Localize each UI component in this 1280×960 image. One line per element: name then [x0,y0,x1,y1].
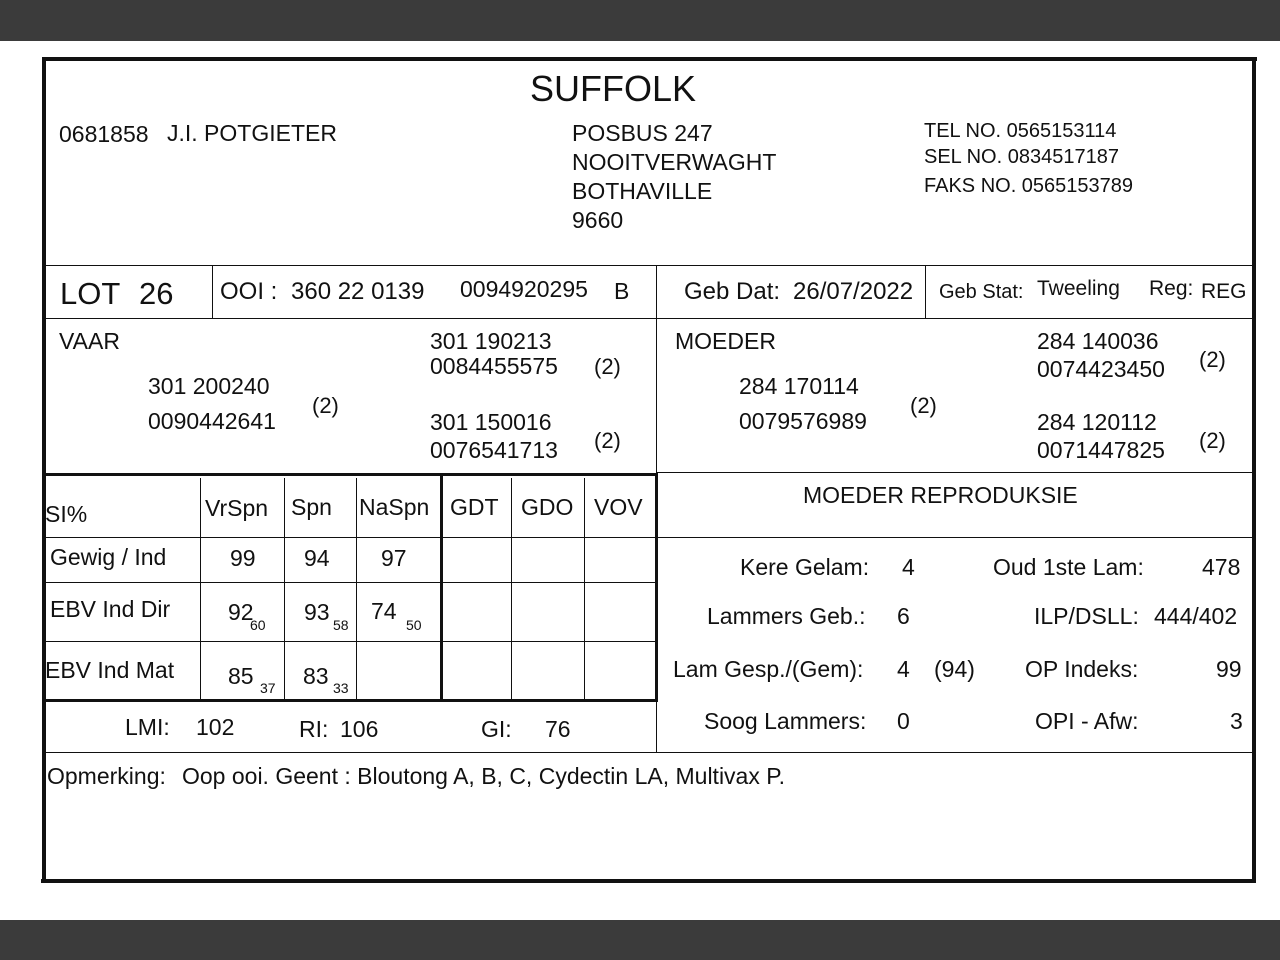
sire-granddam-count: (2) [594,428,621,453]
ilp-dsll-value: 444/402 [1154,603,1238,629]
sire-reg-no: 0090442641 [148,408,276,434]
rule-header [44,265,1254,266]
lot-label: LOT [60,276,121,311]
oud-1ste-lam-label: Oud 1ste Lam: [993,554,1144,580]
soog-lammers-value: 0 [897,708,910,734]
dam-count: (2) [910,393,937,418]
remark-text: Oop ooi. Geent : Bloutong A, B, C, Cydectin LA, Multivax P. [182,763,786,789]
kere-gelam-value: 4 [902,554,915,580]
op-indeks-label: OP Indeks: [1025,656,1139,682]
si-cell-spn-accuracy: 58 [333,617,349,633]
frame-right [1252,57,1256,883]
sire-grandsire-reg-no: 0084455575 [430,353,558,379]
dam-granddam-reg-no: 0071447825 [1037,437,1165,463]
gi-value: 76 [545,716,571,742]
address-line-2: NOOITVERWAGHT [572,149,777,175]
ooi-grade: B [614,278,630,304]
si-cell-vrspn: 92 [228,599,254,625]
opi-afw-label: OPI - Afw: [1035,708,1139,734]
sire-grandsire-id: 301 190213 [430,328,552,354]
vline-si-right [655,473,658,702]
rule-lot [44,318,1254,319]
dam-grandsire-id: 284 140036 [1037,328,1159,354]
vline-si-gdt [511,478,512,700]
si-row-label: Gewig / Ind [50,544,167,570]
si-cell-vrspn: 85 [228,663,254,689]
lot-number: 26 [139,276,174,311]
dam-label: MOEDER [675,328,776,354]
si-header-gdo: GDO [521,494,574,520]
reg-value: REG [1201,280,1247,303]
si-row-label: EBV Ind Dir [50,596,171,622]
vline-si-vrspn [284,478,285,700]
faks-number: FAKS NO. 0565153789 [924,175,1134,197]
birth-status-label: Geb Stat: [939,281,1024,303]
frame-bottom [41,879,1256,883]
rule-pedigree-left [44,473,658,476]
dam-grandsire-count: (2) [1199,347,1226,372]
dam-id: 284 170114 [739,373,859,399]
si-header-naspn: NaSpn [359,494,430,520]
sire-id: 301 200240 [148,373,270,399]
ilp-dsll-label: ILP/DSLL: [1034,603,1139,629]
si-row-label: EBV Ind Mat [45,657,175,683]
rule-si-row2 [44,641,656,642]
lmi-value: 102 [196,714,235,740]
op-indeks-value: 99 [1216,656,1242,682]
birth-status: Tweeling [1037,277,1120,300]
sire-grandsire-count: (2) [594,354,621,379]
rule-si-row1 [44,582,656,583]
sel-number: SEL NO. 0834517187 [924,146,1119,168]
si-corner-label: SI% [45,501,88,527]
si-cell-spn-accuracy: 33 [333,680,349,696]
si-header-gdt: GDT [450,494,499,520]
sire-granddam-id: 301 150016 [430,409,552,435]
address-line-4: 9660 [572,207,624,233]
birth-date: 26/07/2022 [793,278,914,305]
reproduction-title: MOEDER REPRODUKSIE [803,482,1078,508]
si-cell-vrspn-accuracy: 37 [260,680,276,696]
vline-si-gdo [584,478,585,700]
sire-label: VAAR [59,328,120,354]
si-cell-naspn: 97 [381,545,407,571]
lam-gesp-label: Lam Gesp./(Gem): [673,656,864,682]
lam-gesp-value: 4 [897,656,910,682]
lammers-geb-label: Lammers Geb.: [707,603,866,629]
frame-left [42,57,46,883]
si-cell-spn: 93 [304,599,330,625]
si-cell-spn: 94 [304,545,330,571]
remark-label: Opmerking: [47,763,166,789]
rule-repro-title [656,537,1254,538]
ooi-id: 360 22 0139 [291,278,425,305]
si-header-spn: Spn [291,494,332,520]
ooi-label: OOI : [220,278,278,305]
dam-grandsire-reg-no: 0074423450 [1037,356,1165,382]
kere-gelam-label: Kere Gelam: [740,554,870,580]
si-cell-vrspn: 99 [230,545,256,571]
vline-si-spn [356,478,357,700]
vline-stat [925,265,926,318]
si-header-vov: VOV [594,494,643,520]
si-cell-naspn: 74 [371,598,397,624]
owner-name: J.I. POTGIETER [167,120,337,146]
si-cell-spn: 83 [303,663,329,689]
address-line-3: BOTHAVILLE [572,178,713,204]
vline-lot [212,265,213,318]
dam-granddam-id: 284 120112 [1037,409,1157,435]
rule-remark [44,752,1254,753]
breed-title: SUFFOLK [530,68,697,109]
sire-count: (2) [312,393,339,418]
lammers-geb-value: 6 [897,603,910,629]
vline-si-label [200,478,201,700]
rule-pedigree-right [656,472,1254,473]
si-cell-naspn-accuracy: 50 [406,617,422,633]
dam-granddam-count: (2) [1199,428,1226,453]
si-header-vrspn: VrSpn [205,495,269,521]
reg-label: Reg: [1149,277,1194,300]
birth-date-label: Geb Dat: [684,278,781,305]
lmi-label: LMI: [125,714,170,740]
sire-granddam-reg-no: 0076541713 [430,437,558,463]
frame-top [44,57,1257,61]
rule-si-head [44,537,656,538]
dam-reg-no: 0079576989 [739,408,867,434]
oud-1ste-lam-value: 478 [1202,554,1241,580]
si-cell-vrspn-accuracy: 60 [250,617,266,633]
soog-lammers-label: Soog Lammers: [704,708,867,734]
ri-label: RI: [299,716,329,742]
rule-si-bottom [44,699,658,702]
address-line-1: POSBUS 247 [572,120,713,146]
opi-afw-value: 3 [1230,708,1243,734]
lam-gesp-gem-value: (94) [934,656,975,682]
vline-si-naspn [440,475,443,701]
ooi-reg-no: 0094920295 [460,276,588,302]
owner-code: 0681858 [59,121,149,147]
ri-value: 106 [340,716,379,742]
gi-label: GI: [481,716,512,742]
tel-number: TEL NO. 0565153114 [924,120,1117,142]
